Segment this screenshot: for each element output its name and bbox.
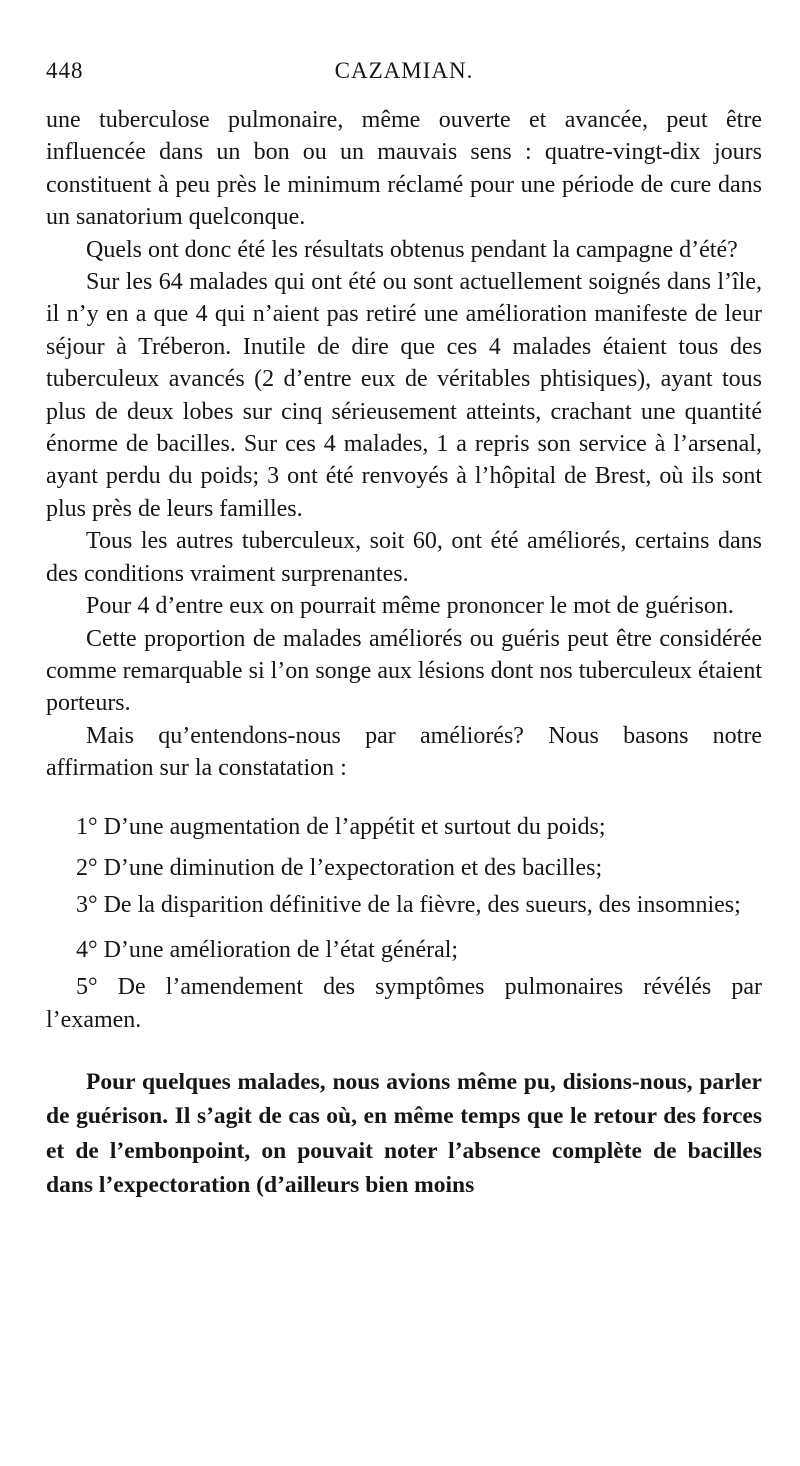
paragraph: Mais qu’entendons-nous par améliorés? Nous basons notre affirmation sur la constatation : [46, 722, 762, 782]
paragraph: Sur les 64 malades qui ont été ou sont actuellement soignés dans l’île, il n’y en a que 4 qui n’aient pas retiré une amélioration manifeste de leur séjour à Tréberon. Inutile de dire que ces 4 malades étaient tous des tuberculeux avancés (2 d’entre eux de véritables phtisiques), ayant tous plus de deux lobes sur cinq sérieusement atteints, crachant une quantité énorme de bacilles. Sur ces 4 malades, 1 a repris son service à l’arsenal, ayant perdu du poids; 3 ont été renvoyés à l’hôpital de Brest, où ils sont plus près de leurs familles. [46, 269, 762, 522]
bold-paragraph: Pour quelques malades, nous avions même pu, disions-nous, parler de guérison. Il s’agit de cas où, en même temps que le retour des forces et de l’embonpoint, on pouvait noter l’absence complète de bacilles dans l’expectoration (d’ailleurs bien moins [46, 1068, 762, 1199]
list-item: 5° De l’amendement des symptômes pulmonaires révélés par l’examen. [46, 973, 762, 1033]
body-text [46, 104, 762, 1203]
paragraph-continuation: une tuberculose pulmonaire, même ouverte et avancée, peut être influencée dans un bon ou un mauvais sens : quatre-vingt-dix jours constituent à peu près le minimum réclamé pour une période de cure dans un sanatorium quelconque. [46, 107, 762, 231]
list-item: 4° D’une amélioration de l’état général; [76, 936, 459, 963]
list-item: 1° D’une augmentation de l’appétit et surtout du poids; [76, 813, 606, 840]
paragraph: Pour 4 d’entre eux on pourrait même prononcer le mot de guérison. [86, 593, 734, 620]
page-header [46, 58, 762, 98]
paragraph: Quels ont donc été les résultats obtenus pendant la campagne d’été? [86, 236, 738, 263]
list-item: 2° D’une diminution de l’expectoration et des bacilles; [76, 854, 603, 881]
paragraph: Tous les autres tuberculeux, soit 60, ont été améliorés, certains dans des conditions vraiment surprenantes. [46, 528, 762, 587]
paragraph: Cette proportion de malades améliorés ou guéris peut être considérée comme remarquable si l’on songe aux lésions dont nos tuberculeux étaient porteurs. [46, 625, 762, 717]
running-title: CAZAMIAN. [334, 58, 474, 83]
criteria-list [46, 807, 762, 1037]
page-number: 448 [46, 58, 84, 83]
list-item: 3° De la disparition définitive de la fièvre, des sueurs, des insomnies; [76, 891, 741, 918]
